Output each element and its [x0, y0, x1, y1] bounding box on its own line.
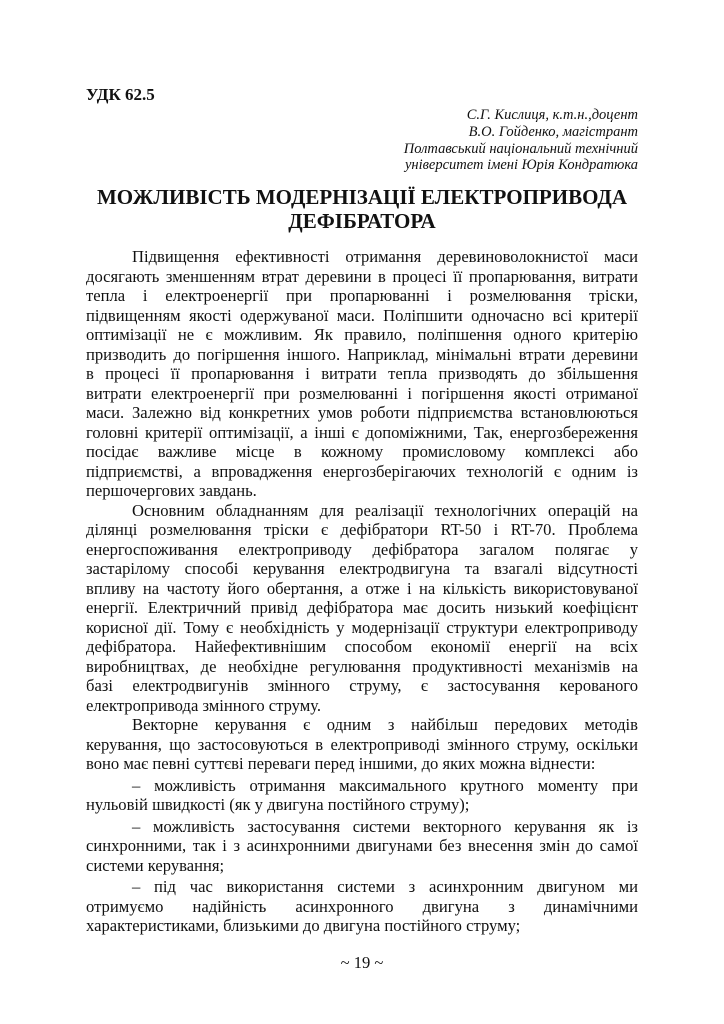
title-line: ДЕФІБРАТОРА [288, 209, 436, 233]
text-line: Основним обладнанням для реалізації технологічних операцій на [132, 500, 638, 520]
affiliation-line-2: університет імені Юрія Кондратюка [404, 157, 638, 174]
text-line: – можливість застосування системи векторного керування як із [132, 816, 638, 836]
author-2: В.О. Гойденко, магістрант [468, 123, 638, 140]
list-item [86, 776, 638, 815]
article-title [86, 185, 638, 233]
text-line: корисної дії. Тому є необхідність у модернізації структури електроприводу [86, 617, 638, 637]
text-line: ділянці розмелювання тріски є дефібратори RT-50 і RT-70. Проблема [86, 520, 638, 539]
text-line: впливу на частоту його обертання, а отже і на кількість використовуваної [86, 578, 638, 598]
text-line: енергоспоживання електроприводу дефібратора загалом полягає у [86, 539, 638, 559]
text-line: синхронними, так і з асинхронними двигунами без внесення змін до самої [86, 836, 638, 855]
text-line: воно має певні суттєві переваги перед іншими, до яких можна віднести: [86, 754, 596, 773]
text-line: посідає важливе місце в кожному промисловому комплексі або [86, 442, 638, 461]
text-line: оптимізації не є можливим. Як правило, поліпшення одного критерію [86, 325, 638, 344]
text-line: виробництвах, де необхідне регулювання продуктивності механізмів на [86, 656, 638, 676]
list-item [86, 877, 638, 936]
text-line: призводить до погіршення іншого. Наприклад, мінімальні втрати деревини [86, 344, 638, 364]
authors-block [404, 107, 638, 174]
list-item [86, 817, 638, 876]
udc-code: УДК 62.5 [86, 85, 155, 104]
text-line: дефібратора. Найефективнішим способом економії енергії на всіх [86, 637, 638, 656]
text-line: системи керування; [86, 855, 225, 875]
text-line: досягають зменшенням втрат деревини в процесі її пропарювання, витрати [86, 266, 638, 286]
text-line: характеристиками, близькими до двигуна постійного струму; [86, 916, 521, 935]
text-line: в процесі її пропарювання і витрати тепла призводять до збільшення [86, 364, 638, 383]
text-line: Підвищення ефективності отримання деревиноволокнистої маси [132, 247, 638, 266]
text-line: підвищенням якості одержуваної маси. Поліпшити одночасно всі критерії [86, 305, 638, 325]
affiliation-line-1: Полтавський національний технічний [403, 140, 638, 157]
text-line: електропривода змінного струму. [86, 695, 322, 715]
text-line: – можливість отримання максимального крутного моменту при [132, 775, 638, 795]
paragraph [86, 715, 638, 774]
text-line: головні критерії оптимізації, а інші є допоміжними, Так, енергозбереження [86, 422, 638, 442]
text-line: витрати електроенергії при розмелюванні і погіршення якості отриманої [86, 383, 638, 403]
text-line: Векторне керування є одним з найбільш передових методів [132, 715, 638, 734]
text-line: базі електродвигунів змінного струму, є застосування керованого [86, 676, 638, 695]
paragraph [86, 501, 638, 716]
author-1: С.Г. Кислиця, к.т.н.,доцент [466, 107, 638, 123]
text-line: керування, що застосовуються в електроприводі змінного струму, оскільки [86, 734, 638, 754]
text-line: нульовій швидкості (як у двигуна постійного струму); [86, 795, 470, 814]
text-line: отримуємо надійність асинхронного двигуна з динамічними [86, 896, 638, 916]
text-line: підприємстві, а впровадження енергозберігаючих технологій є одним із [86, 461, 638, 481]
text-line: застарілому способі керування електродвигуна та взагалі відсутності [86, 559, 638, 578]
text-line: тепла і електроенергії при пропарюванні і розмелювання тріски, [86, 286, 638, 305]
article-body [86, 247, 638, 936]
text-line: маси. Залежно від конкретних умов роботи підприємства встановлюються [86, 403, 638, 422]
page-number: ~ 19 ~ [340, 953, 384, 972]
paragraph [86, 247, 638, 501]
text-line: – під час використання системи з асинхронним двигуном ми [132, 877, 638, 896]
title-line: МОЖЛИВІСТЬ МОДЕРНІЗАЦІЇ ЕЛЕКТРОПРИВОДА [96, 185, 627, 209]
text-line: першочергових завдань. [86, 481, 257, 500]
text-line: енергії. Електричний привід дефібратора має досить низький коефіцієнт [86, 598, 638, 617]
